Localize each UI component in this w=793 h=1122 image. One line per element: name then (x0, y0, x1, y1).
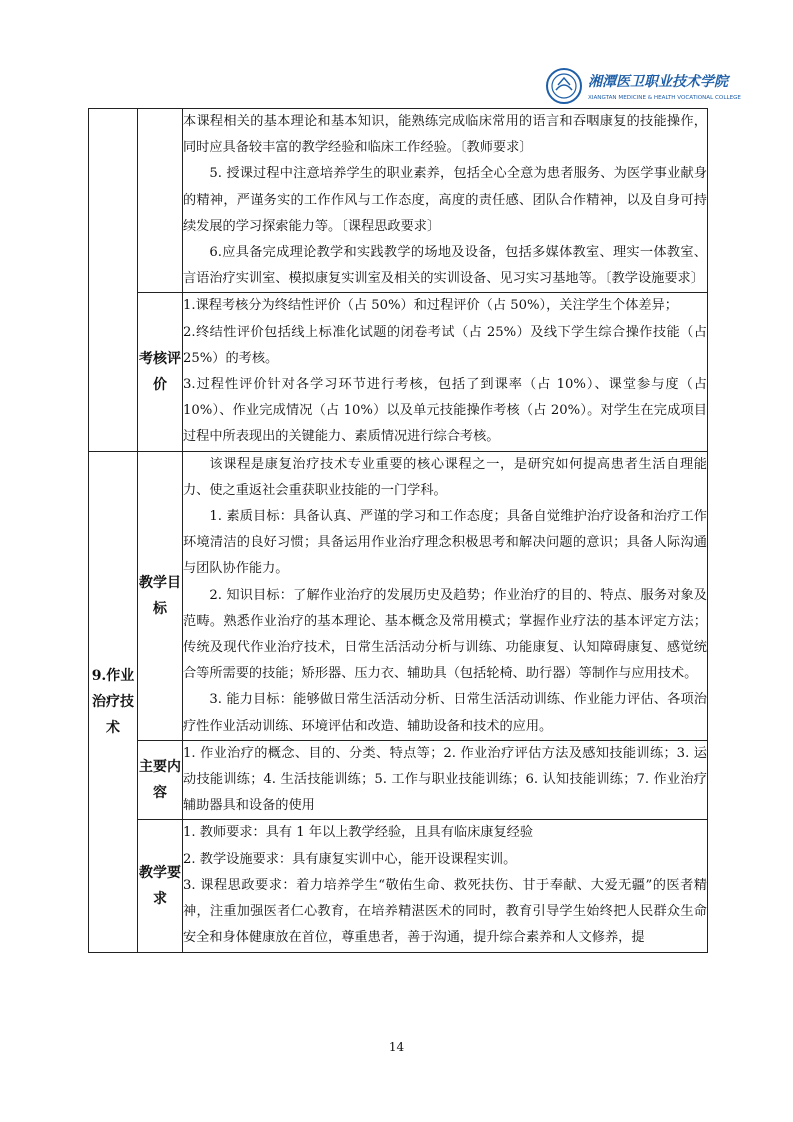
continuation-content (183, 109, 708, 293)
requirements-label: 教学要求 (138, 820, 183, 952)
goals-paragraph-4: 3. 能力目标：能够做日常生活活动分析、日常生活活动训练、作业能力评估、各项治疗性作业活动训练、环境评估和改造、辅助设备和技术的应用。 (183, 692, 707, 734)
course-cell-blank (89, 109, 138, 452)
cont-paragraph-3: 6.应具备完成理论教学和实践教学的场地及设备，包括多媒体教室、理实一体教室、言语治疗实训室、模拟康复实训室及相关的实训设备、见习实习基地等。〔教学设施要求〕 (183, 245, 707, 287)
goals-content (183, 451, 708, 740)
assess-paragraph-2: 2.终结性评价包括线上标准化试题的闭卷考试（占 25%）及线下学生综合操作技能（占 25%）的考核。 (183, 324, 707, 366)
content-text: 1. 作业治疗的概念、目的、分类、特点等；2. 作业治疗评估方法及感知技能训练；3. 运动技能训练；4. 生活技能训练；5. 工作与职业技能训练；6. 认知技能训练；7. 作业治疗辅助器具和设备的使用 (183, 745, 707, 814)
req-paragraph-3: 3. 课程思政要求：着力培养学生“敬佑生命、救死扶伤、甘于奉献、大爱无疆”的医者精神，注重加强医者仁心教育，在培养精湛医术的同时，教育引导学生始终把人民群众生命安全和身体健康放在首位，尊重患者，善于沟通，提升综合素养和人文修养，提 (183, 877, 707, 946)
requirements-content (183, 820, 708, 952)
label-cell-blank (138, 109, 183, 293)
req-paragraph-1: 1. 教师要求：具有 1 年以上教学经验，且具有临床康复经验 (183, 825, 534, 841)
assessment-content (183, 293, 708, 451)
logo-english-name: XIANGTAN MEDICINE & HEALTH VOCATIONAL COLLEGE (588, 95, 741, 101)
course-table (88, 108, 708, 953)
table-row-goals (89, 451, 708, 740)
main-content (183, 740, 708, 820)
table-row-content (89, 740, 708, 820)
assessment-label: 考核评价 (138, 293, 183, 451)
table-row-requirements (89, 820, 708, 952)
content-label: 主要内容 (138, 740, 183, 820)
page-number: 14 (388, 1040, 405, 1054)
goals-paragraph-2: 1. 素质目标：具备认真、严谨的学习和工作态度；具备自觉维护治疗设备和治疗工作环境清洁的良好习惯；具备运用作业治疗理念积极思考和解决问题的意识；具备人际沟通与团队协作能力。 (183, 509, 707, 577)
table-row-continuation (89, 109, 708, 293)
req-paragraph-2: 2. 教学设施要求：具有康复实训中心，能开设课程实训。 (183, 851, 517, 867)
college-logo (544, 66, 744, 106)
assess-paragraph-3: 3.过程性评价针对各学习环节进行考核，包括了到课率（占 10%）、课堂参与度（占 10%）、作业完成情况（占 10%）以及单元技能操作考核（占 20%）。对学生在完成项目过程中所表现出的关键能力、素质情况进行综合考核。 (183, 377, 707, 445)
goals-label: 教学目标 (138, 451, 183, 740)
cont-paragraph-2: 5. 授课过程中注意培养学生的职业素养，包括全心全意为患者服务、为医学事业献身的精神，严谨务实的工作作风与工作态度，高度的责任感、团队合作精神，以及自身可持续发展的学习探索能力等。〔课程思政要求〕 (183, 166, 707, 234)
logo-chinese-name: 湘潭医卫职业技术学院 (588, 74, 728, 90)
assess-paragraph-1: 1.课程考核分为终结性评价（占 50%）和过程评价（占 50%），关注学生个体差异； (183, 298, 678, 314)
goals-paragraph-3: 2. 知识目标：了解作业治疗的发展历史及趋势；作业治疗的目的、特点、服务对象及范畴。熟悉作业治疗的基本理论、基本概念及常用模式；掌握作业疗法的基本评定方法；传统及现代作业治疗技术，日常生活活动分析与训练、功能康复、认知障碍康复、感觉统合等所需要的技能；矫形器、压力衣、辅助具（包括轮椅、助行器）等制作与应用技术。 (183, 587, 707, 682)
table-row-assessment (89, 293, 708, 451)
college-emblem-icon (544, 66, 744, 106)
course-title: 9.作业治疗技术 (89, 451, 138, 952)
goals-paragraph-1: 该课程是康复治疗技术专业重要的核心课程之一，是研究如何提高患者生活自理能力、使之重返社会重获职业技能的一门学科。 (183, 456, 707, 498)
cont-paragraph-1: 本课程相关的基本理论和基本知识，能熟练完成临床常用的语言和吞咽康复的技能操作，同时应具备较丰富的教学经验和临床工作经验。〔教师要求〕 (183, 114, 707, 156)
